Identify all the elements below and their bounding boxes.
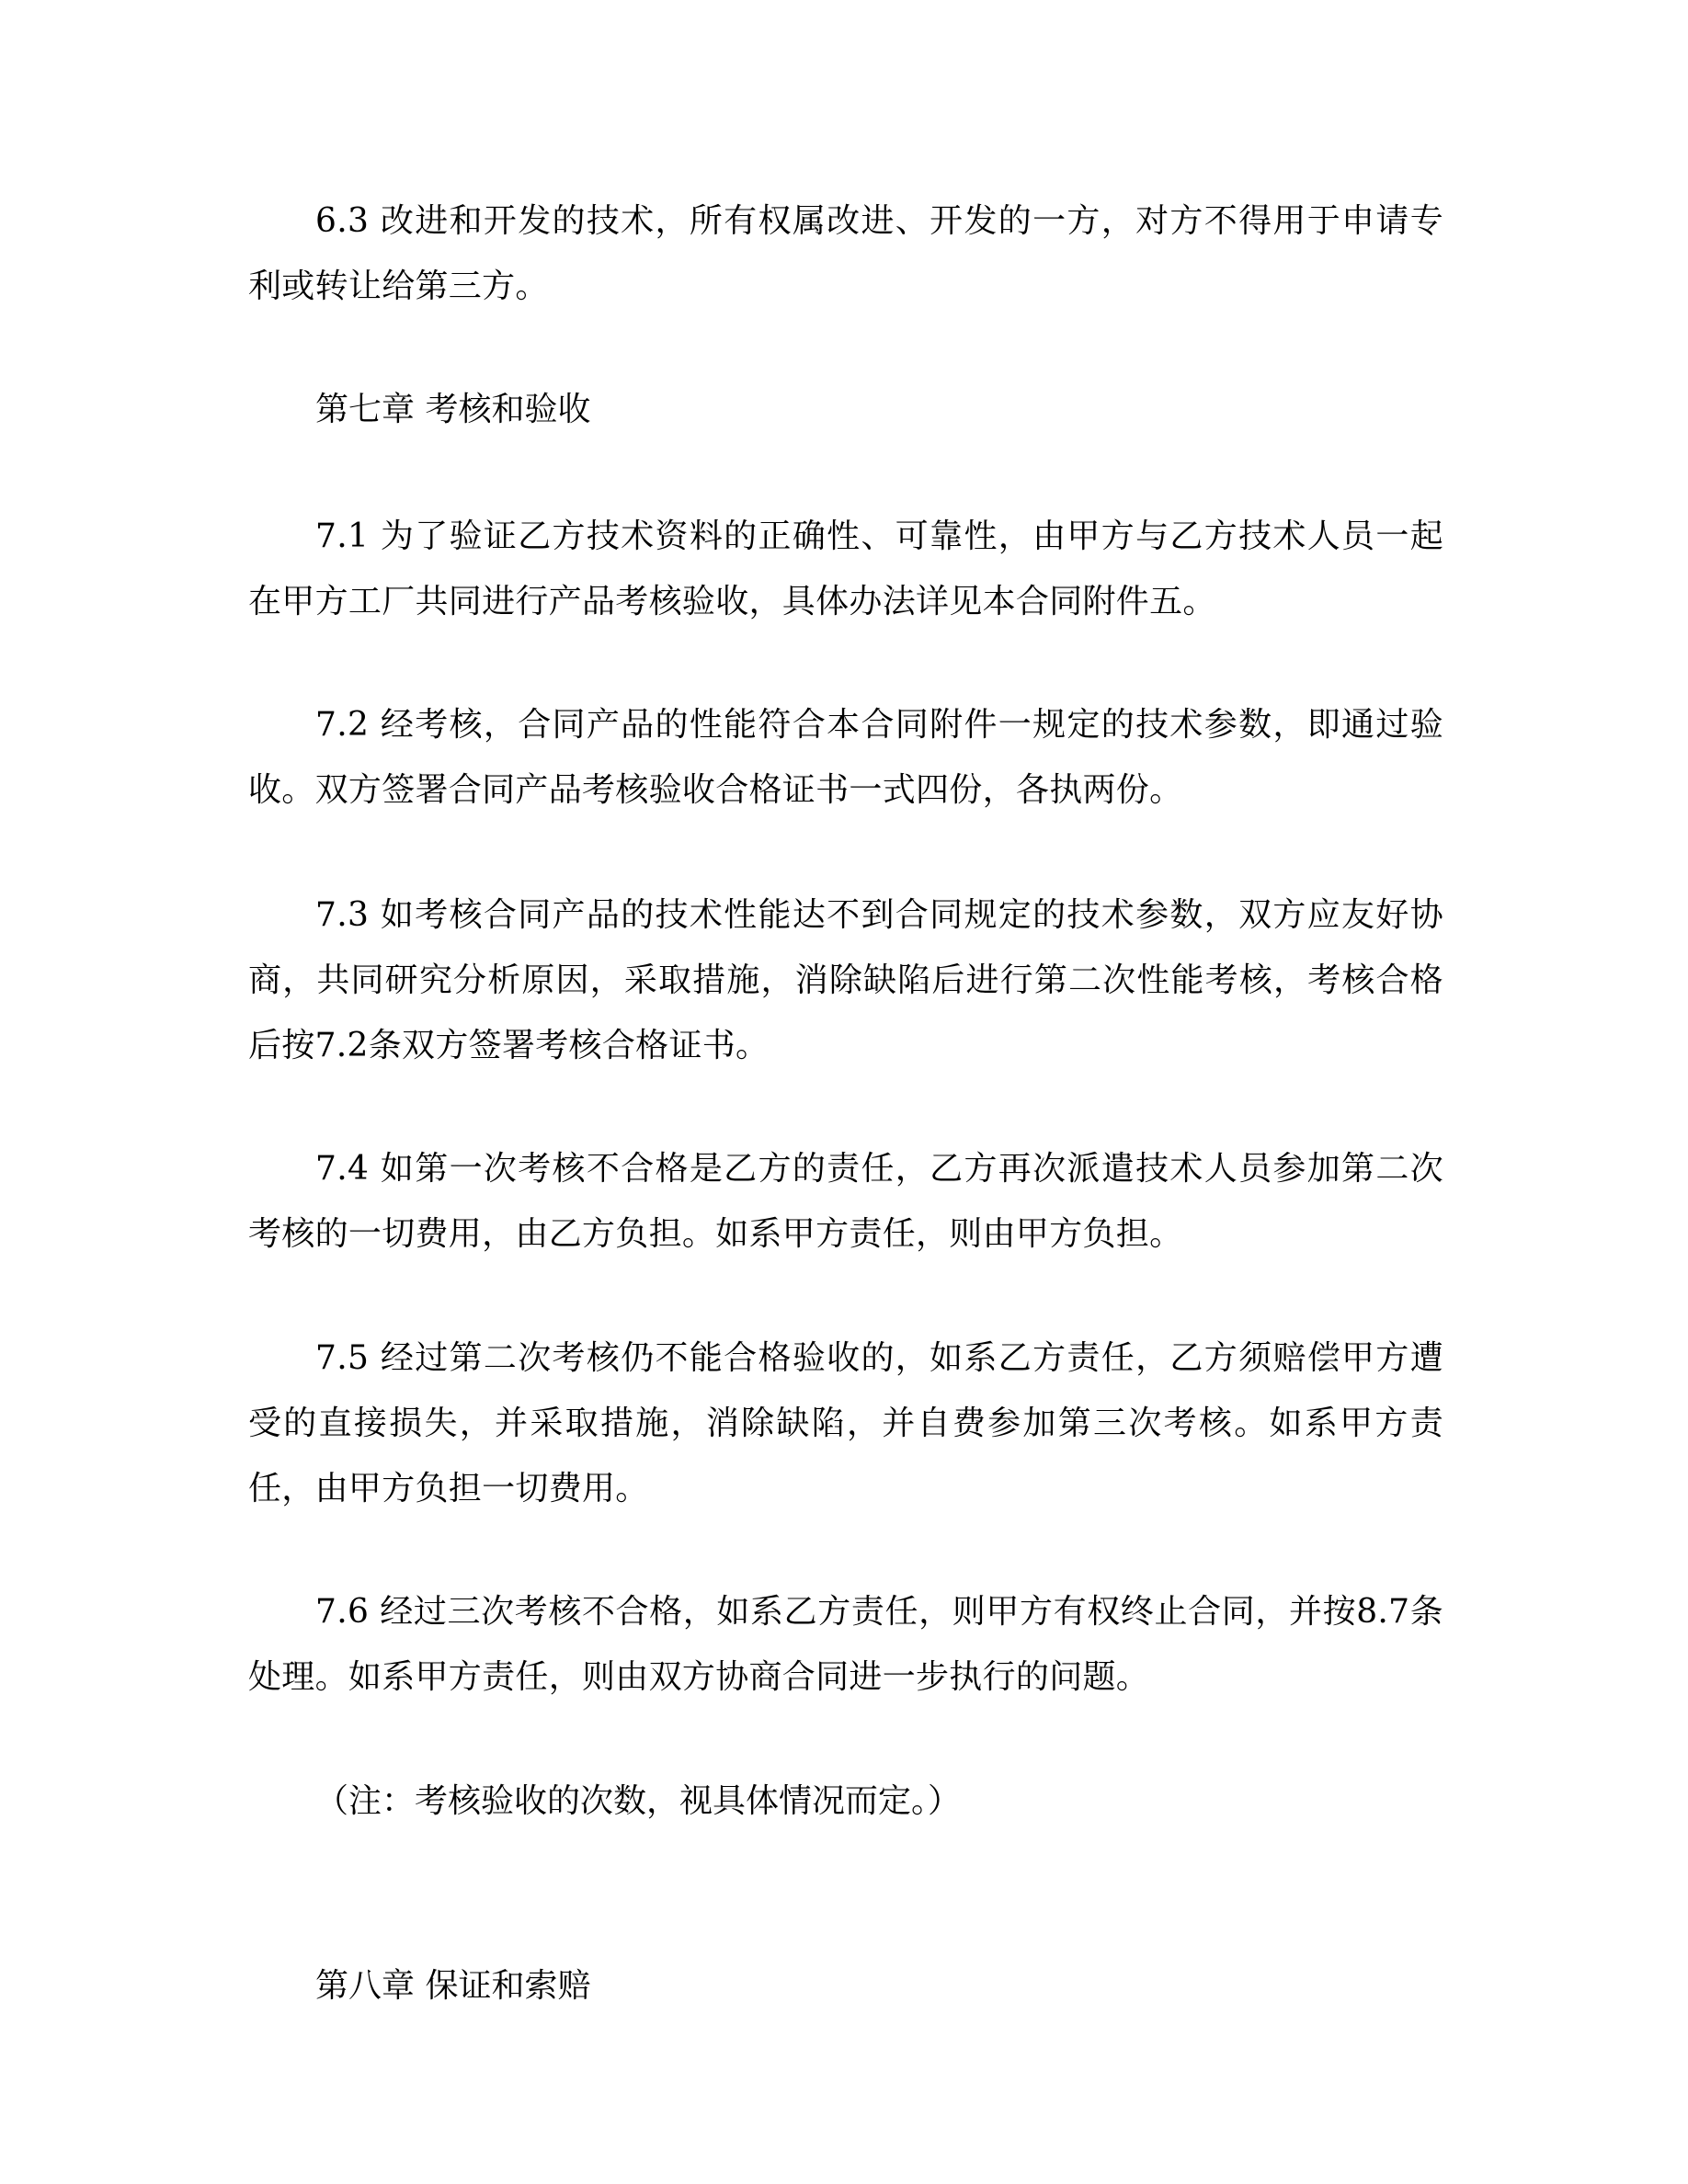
clause-7-1: 7.1 为了验证乙方技术资料的正确性、可靠性，由甲方与乙方技术人员一起在甲方工厂共同进行产品考核验收，具体办法详见本合同附件五。: [248, 518, 1443, 620]
clause-7-2: 7.2 经考核，合同产品的性能符合本合同附件一规定的技术参数，即通过验收。双方签署合同产品考核验收合格证书一式四份，各执两份。: [248, 706, 1443, 809]
chapter-7-title: 第七章 考核和验收: [315, 391, 591, 428]
chapter-8-title: 第八章 保证和索赔: [315, 1967, 591, 2005]
clause-6-3: 6.3 改进和开发的技术，所有权属改进、开发的一方，对方不得用于申请专利或转让给第三方。: [248, 202, 1443, 305]
clause-7-5: 7.5 经过第二次考核仍不能合格验收的，如系乙方责任，乙方须赔偿甲方遭受的直接损失，并采取措施，消除缺陷，并自费参加第三次考核。如系甲方责任，由甲方负担一切费用。: [248, 1339, 1443, 1507]
clause-7-3: 7.3 如考核合同产品的技术性能达不到合同规定的技术参数，双方应友好协商，共同研究分析原因，采取措施，消除缺陷后进行第二次性能考核，考核合格后按7.2条双方签署考核合格证书。: [248, 896, 1443, 1064]
clause-7-4: 7.4 如第一次考核不合格是乙方的责任，乙方再次派遣技术人员参加第二次考核的一切费用，由乙方负担。如系甲方责任，则由甲方负担。: [248, 1150, 1443, 1253]
acceptance-note: （注：考核验收的次数，视具体情况而定。）: [315, 1782, 962, 1820]
clause-7-6: 7.6 经过三次考核不合格，如系乙方责任，则甲方有权终止合同，并按8.7条处理。如系甲方责任，则由双方协商合同进一步执行的问题。: [248, 1593, 1443, 1696]
